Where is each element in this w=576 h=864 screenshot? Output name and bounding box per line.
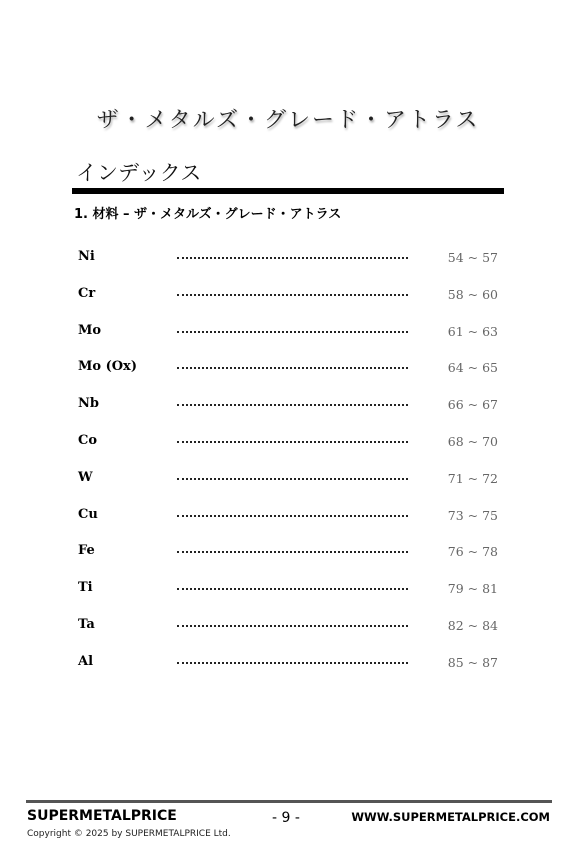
entry-label: Mo [78, 322, 102, 338]
copyright-notice: Copyright © 2025 by SUPERMETALPRICE Ltd. [27, 829, 231, 839]
dotted-leader [177, 367, 408, 369]
entry-label: Co [78, 432, 98, 448]
index-entry[interactable] [78, 613, 498, 650]
entry-label: Fe [78, 543, 95, 559]
entry-pages: 85 ~ 87 [447, 654, 498, 670]
entry-pages: 58 ~ 60 [447, 286, 498, 302]
dotted-leader [177, 441, 408, 443]
page-number: - 9 - [272, 810, 300, 826]
entry-pages: 71 ~ 72 [447, 470, 498, 486]
dotted-leader [177, 588, 408, 590]
index-heading: インデックス [76, 161, 202, 185]
index-entry[interactable] [78, 392, 498, 429]
entry-label: Cu [78, 506, 98, 522]
entry-pages: 82 ~ 84 [447, 617, 498, 633]
index-entry[interactable] [78, 245, 498, 282]
dotted-leader [177, 257, 408, 259]
entry-label: Ta [78, 616, 95, 632]
index-entry[interactable] [78, 503, 498, 540]
dotted-leader [177, 294, 408, 296]
dotted-leader [177, 478, 408, 480]
entry-pages: 79 ~ 81 [447, 581, 498, 597]
index-entry[interactable] [78, 319, 498, 356]
footer-website-link[interactable]: WWW.SUPERMETALPRICE.COM [351, 810, 550, 824]
footer-brand: SUPERMETALPRICE [27, 808, 177, 824]
entry-label: Mo (Ox) [78, 359, 137, 375]
heading-rule [72, 188, 504, 194]
index-entry[interactable] [78, 282, 498, 319]
footer-rule [26, 800, 552, 803]
dotted-leader [177, 551, 408, 553]
entry-pages: 61 ~ 63 [447, 323, 498, 339]
index-entry[interactable] [78, 355, 498, 392]
dotted-leader [177, 625, 408, 627]
entry-label: Cr [78, 285, 96, 301]
entry-pages: 73 ~ 75 [447, 507, 498, 523]
index-entry[interactable] [78, 429, 498, 466]
dotted-leader [177, 515, 408, 517]
entry-pages: 54 ~ 57 [447, 250, 498, 265]
entry-pages: 68 ~ 70 [447, 433, 498, 449]
entry-label: Ti [78, 580, 93, 596]
entry-label: Nb [78, 396, 99, 412]
entry-label: Ni [78, 249, 95, 264]
index-entry[interactable] [78, 650, 498, 687]
entry-label: W [78, 469, 93, 485]
document-title: ザ・メタルズ・グレード・アトラス [96, 108, 480, 133]
entry-pages: 76 ~ 78 [447, 544, 498, 560]
dotted-leader [177, 404, 408, 406]
index-entry[interactable] [78, 539, 498, 576]
entry-pages: 66 ~ 67 [447, 397, 498, 413]
entry-pages: 64 ~ 65 [447, 360, 498, 376]
index-entry[interactable] [78, 576, 498, 613]
index-entries [78, 245, 498, 687]
dotted-leader [177, 331, 408, 333]
section-heading: 1. 材料 – ザ・メタルズ・グレード・アトラス [74, 207, 342, 222]
index-entry[interactable] [78, 466, 498, 503]
entry-label: Al [78, 653, 94, 669]
dotted-leader [177, 662, 408, 664]
